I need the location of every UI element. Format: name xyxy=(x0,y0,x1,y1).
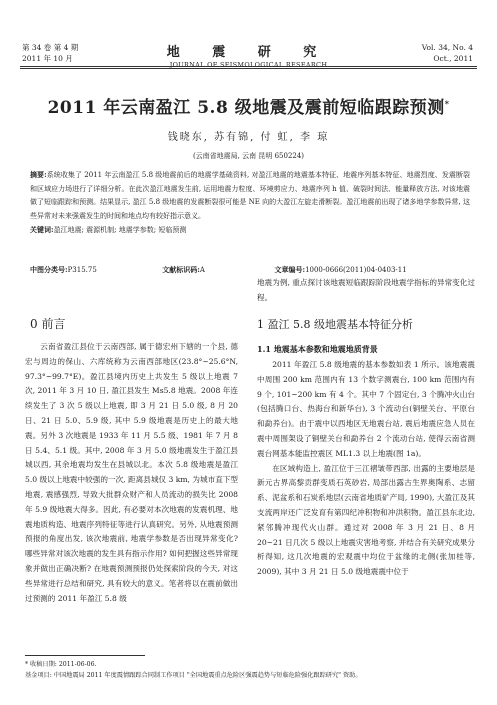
keywords-text: 盈江地震; 震源机制; 地震学参数; 短临预测 xyxy=(53,226,187,235)
footnote-rule xyxy=(25,655,145,656)
authors: 钱晓东, 苏有锦, 付 虹, 李 琼 xyxy=(167,132,330,143)
volume-en: Vol. 34, No. 4 xyxy=(421,43,473,52)
section1-paragraph-2: 在区域构造上, 盈江位于三江褶皱带西部, 出露的主要地层是新元古界高黎贡群变质石英砂岩, 局部出露古生界奥陶系、志留系、泥盆系和石炭系地层(云南省地质矿产局, 1990), 大盈江及其支流两岸还广泛发育有第四纪冲积物和冲洪积物。盈江县东北边, 紧邻腾冲现代火山群。通过对 2008 年 3 月 21 日、8 月 20~21 日几次 5 级以上地震灾害地考察, 并结合有关研究成果分析得知, 这几次地震的宏观震中均位于盆缘的北侧(张加桂等, 2009), 其中 3 月 21 日 5.0 级地震震中位于 xyxy=(257,463,475,577)
doc-code-label: 文献标识码: xyxy=(162,265,200,274)
clc-label: 中图分类号: xyxy=(30,265,68,274)
article-title xyxy=(0,93,497,118)
right-col-continuation xyxy=(257,276,475,306)
continuation-text: 地震为例, 重点探讨该地震短临跟踪阶段地震学指标的异常变化过程。 xyxy=(257,278,475,302)
abstract xyxy=(30,168,470,238)
section1-heading: 1 盈江 5.8 级地震基本特征分析 xyxy=(257,318,413,331)
header-rule xyxy=(20,66,477,67)
intro-body xyxy=(25,340,238,606)
header-rule-2 xyxy=(20,68,477,69)
abstract-label: 摘要: xyxy=(30,170,47,179)
keywords-label: 关键词: xyxy=(30,225,54,235)
clc-value: P315.75 xyxy=(67,266,97,274)
article-no-label: 文章编号: xyxy=(274,265,306,274)
article-meta xyxy=(30,265,470,275)
journal-title-en: JOURNAL OF SEISMOLOGICAL RESEARCH xyxy=(169,61,328,69)
subsection-1-1-heading: 1.1 地震基本参数和地震地质背景 xyxy=(257,344,378,354)
section1-body xyxy=(257,358,475,580)
footnote xyxy=(25,660,475,681)
affiliation: (云南省地震局, 云南 昆明 650224) xyxy=(192,152,305,160)
doc-code-value: A xyxy=(199,266,205,274)
intro-heading: 0 前言 xyxy=(30,317,66,331)
volume-cn: 第 34 卷 第 4 期 xyxy=(22,43,79,52)
date-cn: 2011 年 10 月 xyxy=(22,54,73,63)
fund-info: 基金项目: 中国地震局 2011 年度震情跟踪合同制工作项目 "全国地震重点危险区强震趋势与短临危险强化跟踪研究" 资助。 xyxy=(25,671,362,679)
title-footnote-mark: * xyxy=(444,98,450,109)
journal-title-cn: 地 震 研 究 xyxy=(166,45,331,60)
title-text: 2011 年云南盈江 5.8 级地震及震前短临跟踪预测 xyxy=(47,98,445,118)
header-volume-en xyxy=(422,42,473,64)
article-no-value: 1000-0666(2011)04-0403-11 xyxy=(305,266,407,274)
received-date: * 收稿日期: 2011-06-06. xyxy=(25,661,97,668)
date-en: Oct., 2011 xyxy=(433,54,473,63)
abstract-text: 系统收集了 2011 年云南盈江 5.8 级地震前后的地震学基础资料, 对盈江地震的地震基本特征、地震序列基本特征、地震烈度、发震断裂和区域应力场进行了详细分析。在此次盈江地震发生前, 运用地震力粒度、环境剪应力、地震序列 h 值、破裂时间法、能量释放方法, 对该地震做了短临跟踪和预测。结果显示, 盈江 5.8 级地震的发震断裂很可能是 NE 向的大盈江左旋走滑断裂。盈江地震前出现了诸多地学参数异常, 这些异常对未来强震发生的时间和地点均有较好指示意义。 xyxy=(30,171,470,220)
section1-paragraph-1: 2011 年盈江 5.8 级地震的基本参数如表 1 所示。该地震震中周围 200 km 范围内有 13 个数字测震台, 100 km 范围内有 9 个, 101~200 km 有 4 个。其中 7 个固定台, 3 个腾冲火山台(包括腾口台、热海台和新华台), 3 个流动台(铜壁关台、平原台和勐养台)。由于震中以西地区无地震台站, 震后地震应急人员在震中周围架设了铜壁关台和勐养台 2 个流动台站, 使得云南省测震台网基本能监控震区 ML1.3 以上地震(图 1a)。 xyxy=(257,360,475,458)
intro-paragraph: 云南省盈江县位于云南西部, 属于德宏州下辖的一个县, 德宏与周边的保山、六库统称为云南西部地区(23.8°~25.6°N, 97.3°~99.7°E)。盈江县境内历史上共发生 5 级以上地震 7 次, 2011 年 3 月 10 日, 盈江县发生 Ms5.8 地震。2008 年连续发生了 3 次 5 级以上地震, 即 3 月 21 日 5.0 级, 8 月 20 日、21 日 5.0、5.9 级, 其中 5.9 级地震是历史上的最大地震。另外 3 次地震是 1933 年 11 月 5.5 级、1981 年 7 月 8 日 5.4、5.1 级。其中, 2008 年 3 月 5.0 级地震发生于盈江县城以西, 其余地震均发生在县城以北。本次 5.8 级地震是盈江 5.0 级以上地震中较强的一次, 距离县城仅 3 km, 为城市直下型地震, 震感强烈, 导致大批群众财产和人员流动的损失比 2008 年 5.9 级地震大得多。因此, 有必要对本次地震的发震机理、地震地质构造、地震序列特征等进行认真研究。另外, 从地震预测预报的角度出发, 该次地震前, 地震学参数是否出现异常变化? 哪些异常对该次地震的发生具有指示作用? 如何把握这些异常现象并做出正确决断? 在地震预测预报仍处探索阶段的今天, 对这些异常进行总结和研究, 具有较大的意义。笔者将以在震前做出过预测的 2011 年盈江 5.8 级 xyxy=(25,342,238,603)
